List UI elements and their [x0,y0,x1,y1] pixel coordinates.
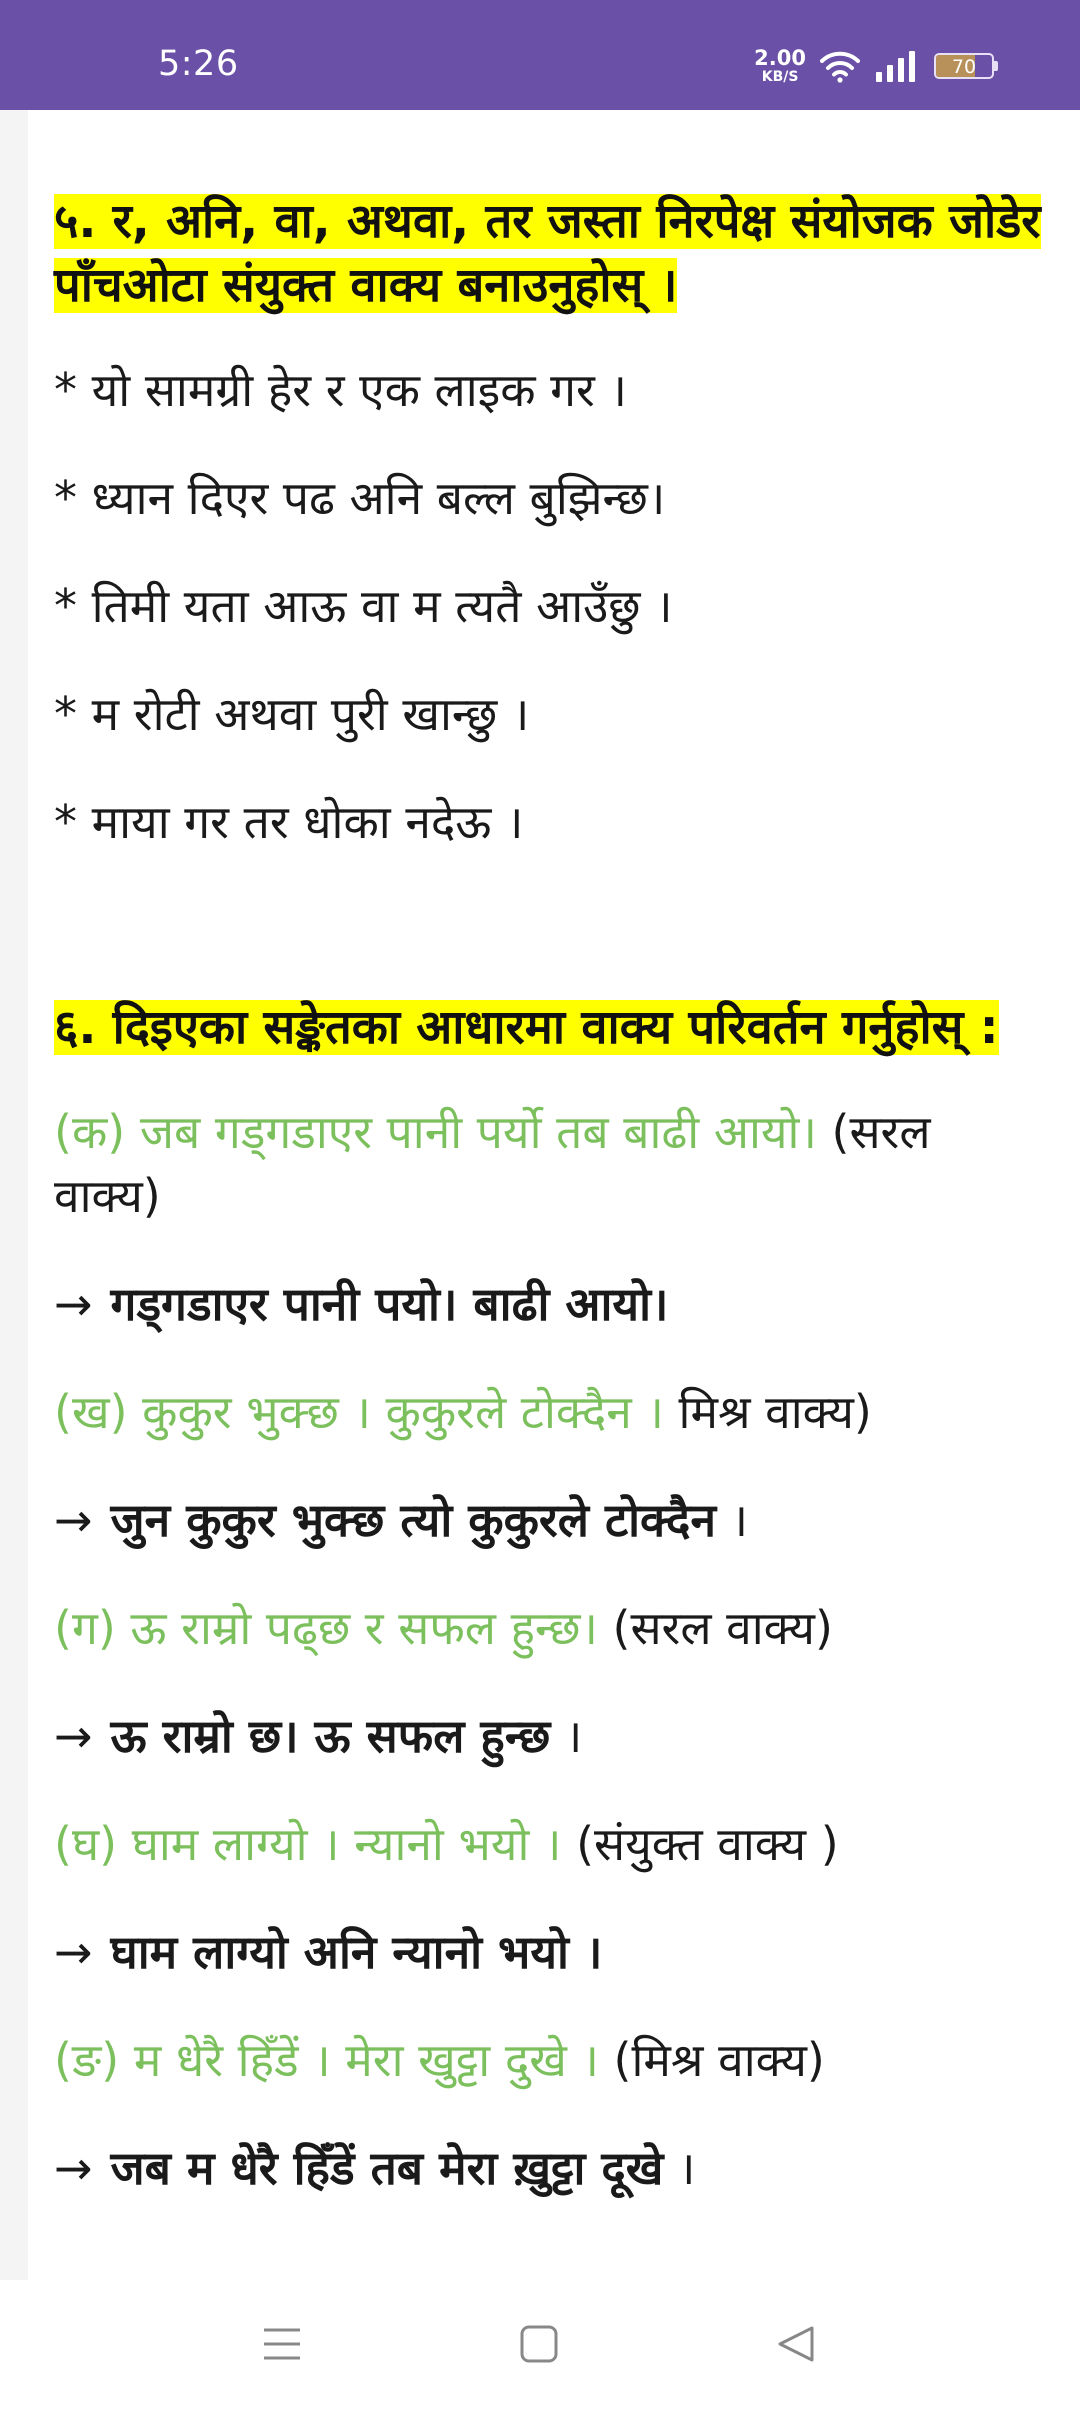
status-time: 5:26 [158,44,239,84]
arrow-icon: → [54,2141,93,2195]
section5-heading: ५. र, अनि, वा, अथवा, तर जस्ता निरपेक्ष संयोजक जोडेर पाँचओटा संयुक्त वाक्य बनाउनुहोस् । [54,194,1041,313]
answer-item: → घाम लाग्यो अनि न्यानो भयो । [54,1925,603,1979]
battery-level: 70 [951,56,977,78]
question-item: (ग) ऊ राम्रो पढ्छ र सफल हुन्छ। (सरल वाक्य) [54,1601,833,1655]
answer-item: → ऊ राम्रो छ। ऊ सफल हुन्छ । [54,1709,583,1763]
arrow-icon: → [54,1277,93,1331]
navigation-bar [0,2280,1080,2412]
home-square-icon[interactable] [519,2324,559,2364]
menu-icon[interactable] [262,2324,302,2364]
network-speed [754,48,806,84]
question-item: (घ) घाम लाग्यो । न्यानो भयो । (संयुक्त वाक्य ) [54,1817,839,1871]
section5-sentence: * म रोटी अथवा पुरी खान्छु । [54,687,530,741]
answer-item: → गड्गडाएर पानी पयो। बाढी आयो। [54,1277,669,1331]
answer-item: → जब म धेरै हिँडें तब मेरा ख़ुट्टा दूखे । [54,2141,696,2195]
network-speed-unit: KB/S [761,69,799,85]
document-content [54,190,1044,2200]
scroll-edge-strip [0,110,28,2280]
status-bar [0,0,1080,110]
network-speed-value: 2.00 [754,46,806,70]
signal-icon [874,50,920,82]
section6-heading: ६. दिइएका सङ्केतका आधारमा वाक्य परिवर्तन गर्नुहोस् : [54,1000,999,1055]
arrow-icon: → [54,1925,93,1979]
battery-icon [934,53,998,79]
section5-sentence: * ध्यान दिएर पढ अनि बल्ल बुझिन्छ। [54,471,666,525]
question-item: (क) जब गड्गडाएर पानी पर्यो तब बाढी आयो। (सरल वाक्य) [54,1105,931,1223]
question-item: (ङ) म धेरै हिँडें । मेरा खुट्टा दुखे । (मिश्र वाक्य) [54,2033,825,2087]
answer-item: → जुन कुकुर भुक्छ त्यो कुकुरले टोक्दैन । [54,1493,749,1547]
section5-sentence: * यो सामग्री हेर र एक लाइक गर । [54,363,627,417]
arrow-icon: → [54,1709,93,1763]
back-triangle-icon[interactable] [776,2324,816,2364]
arrow-icon: → [54,1493,93,1547]
status-indicators [754,44,998,88]
question-item: (ख) कुकुर भुक्छ । कुकुरले टोक्दैन । मिश्र वाक्य) [54,1385,872,1439]
section5-sentence: * माया गर तर धोका नदेऊ । [54,795,524,849]
section5-sentence: * तिमी यता आऊ वा म त्यतै आउँछु । [54,579,673,633]
wifi-icon [820,49,860,83]
